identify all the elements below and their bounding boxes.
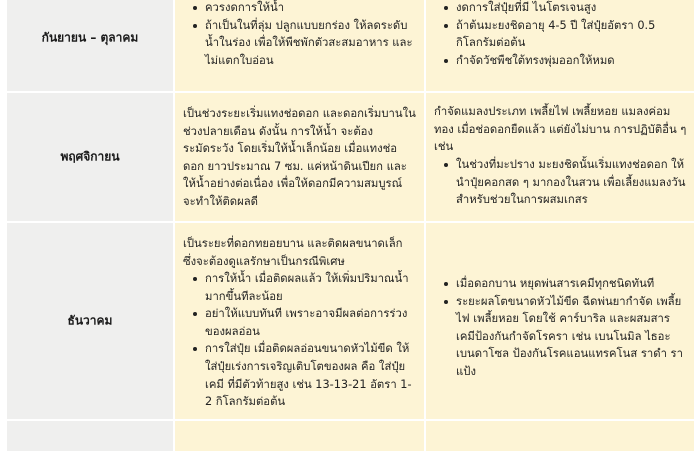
list-item: ในช่วงที่มะปราง มะยงชิดนั้นเริ่มแทงช่อดอก ให้นำปุ๋ยคอกสด ๆ มากองในสวน เพื่อเลี้ยงแมลงวัน สำหรับช่วยในการผสมเกสร	[444, 156, 688, 209]
month-label: ธันวาคม	[67, 313, 113, 328]
cell-text: กำจัดแมลงประเภท เพลี้ยไฟ เพลี้ยหอย แมลงค่อมทอง เมื่อช่อดอกยืดแล้ว แต่ยังไม่บาน การปฏิบัติอื่น ๆ เช่น	[434, 105, 687, 154]
fertilizer-cell	[426, 421, 694, 451]
list-item: ถ้าเป็นในที่ลุ่ม ปลูกแบบยกร่อง ให้ลดระดับน้ำในร่อง เพื่อให้พืชพักตัวสะสมอาหาร และไม่แตกใบอ่อน	[193, 17, 418, 70]
month-cell	[7, 421, 173, 451]
list-item: การให้น้ำ เมื่อติดผลแล้ว ให้เพิ่มปริมาณน้ำมากขึ้นทีละน้อย	[193, 270, 418, 305]
month-cell	[7, 0, 173, 91]
table-row	[0, 421, 700, 451]
fertilizer-cell	[426, 223, 694, 419]
fertilizer-cell	[426, 0, 694, 91]
list-item: เมื่อดอกบาน หยุดพ่นสารเคมีทุกชนิดทันที	[444, 275, 688, 293]
table-row	[0, 223, 700, 419]
list-item: กำจัดวัชพืชใต้ทรงพุ่มออกให้หมด	[444, 52, 688, 70]
list-item: อย่าให้แบบทันที เพราะอาจมีผลต่อการร่วงของผลอ่อน	[193, 305, 418, 340]
cell-text: เป็นช่วงระยะเริ่มแทงช่อดอก และดอกเริ่มบานในช่วงปลายเดือน ดังนั้น การให้น้ำ จะต้องระมัดระวัง โดยเริ่มให้น้ำเล็กน้อย เมื่อแทงช่อดอก ยาวประมาณ 7 ซม. แค่หน้าดินเปียก และให้น้ำอย่างต่อเนื่อง เพื่อให้ดอกมีความสมบูรณ์ จะทำให้ติดผลดี	[183, 107, 416, 208]
month-label: พฤศจิกายน	[60, 149, 120, 164]
watering-cell	[175, 93, 424, 221]
list-item: ควรงดการให้น้ำ	[193, 0, 418, 17]
list-item: งดการใส่ปุ๋ยที่มี ไนโตรเจนสูง	[444, 0, 688, 17]
watering-cell	[175, 0, 424, 91]
list-item: ถ้าต้นมะยงชิดอายุ 4-5 ปี ใส่ปุ๋ยอัตรา 0.5 กิโลกรัมต่อต้น	[444, 17, 688, 52]
list-item: การใส่ปุ๋ย เมื่อติดผลอ่อนขนาดหัวไม้ขีด ให้ใส่ปุ๋ยเร่งการเจริญเติบโตของผล คือ ใส่ปุ๋ยเคมี ที่มีตัวท้ายสูง เช่น 13-13-21 อัตรา 1-2 กิโลกรัมต่อต้น	[193, 340, 418, 410]
list-item: ระยะผลโตขนาดหัวไม้ขีด ฉีดพ่นยากำจัด เพลี้ยไฟ เพลี้ยหอย โดยใช้ คาร์บาริล และผสมสารเคมีป้องกันกำจัดโรครา เช่น เบนโนมิล ไธอะเบนดาโซล ป้องกันโรคแอนแทรคโนส ราดำ ราแป้ง	[444, 293, 688, 381]
month-cell	[7, 223, 173, 419]
month-label: กันยายน – ตุลาคม	[41, 30, 139, 44]
watering-cell	[175, 223, 424, 419]
fertilizer-cell	[426, 93, 694, 221]
watering-cell	[175, 421, 424, 451]
cell-text: เป็นระยะที่ดอกทยอยบาน และติดผลขนาดเล็ก ซึ่งจะต้องดูแลรักษาเป็นกรณีพิเศษ	[183, 237, 403, 268]
month-cell	[7, 93, 173, 221]
table-row	[0, 0, 700, 91]
table-row	[0, 93, 700, 221]
